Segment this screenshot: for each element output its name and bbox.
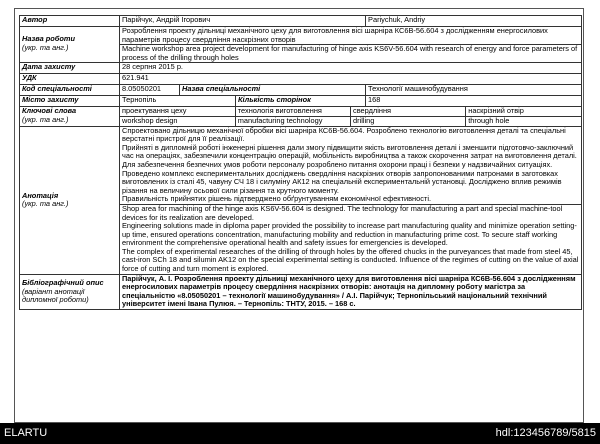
bibliography-text: Парійчук, А. І. Розроблення проекту дільниці механічного цеху для виготовлення вісі шарніра КС6В-56.604 з дослідженням енергосилових параметрів процесу свердління наскрізних отворів: анотація на дипломну роботу магістра за спеціальністю «8.05050201 – технології машинобудування» / А.І. Парійчук; Тернопільський національний технічний університет імені Івана Пулюя. – Тернопіль: ТНТУ, 2015. – 168 с. bbox=[120, 274, 582, 309]
keyword-en: drilling bbox=[351, 116, 466, 125]
annotation-ua-paragraph: Прийняті в дипломній роботі інженерні рішення дали змогу підвищити якість виготовлення деталі і зменшити підготовчо-заключний час на операціях, забезпечили концентрацію операцій, мобільність виробництва а також скорочення затрат на виготовлення деталі. Для забезпечення безпечних умов роботи персоналу розроблено питання охорони праці і безпеки у надзвичайних ситуаціях. bbox=[122, 142, 577, 169]
spec-name-label: Назва спеціальності bbox=[180, 85, 366, 96]
annotation-en bbox=[120, 205, 581, 274]
defense-date-label: Дата захисту bbox=[20, 63, 120, 74]
udc-value: 621.941 bbox=[120, 74, 582, 85]
keyword-ua: проектування цеху bbox=[120, 107, 235, 116]
defense-date-value: 28 серпня 2015 р. bbox=[120, 63, 582, 74]
keywords-cell bbox=[120, 107, 582, 126]
keywords-label-sub: (укр. та анг.) bbox=[22, 114, 69, 124]
keywords-label-cell bbox=[20, 107, 120, 126]
author-label: Автор bbox=[20, 16, 120, 27]
annotation-en-paragraph: Shop area for machining of the hinge axis KS6V-56.604 is designed. The technology for manufacturing a part and special machine-tool devices for its realization are developed. bbox=[122, 203, 563, 222]
footer-handle[interactable]: hdl:123456789/5815 bbox=[495, 427, 596, 439]
title-cell bbox=[120, 27, 582, 63]
keyword-ua: технологія виготовлення bbox=[235, 107, 350, 116]
keywords-label: Ключові слова bbox=[22, 106, 77, 116]
city-value: Тернопіль bbox=[120, 96, 236, 107]
keyword-en: workshop design bbox=[120, 116, 235, 125]
keyword-ua: свердління bbox=[351, 107, 466, 116]
annotation-cell bbox=[120, 126, 582, 274]
annotation-en-paragraph: The complex of experimental researches of the drilling of through holes by the offered chucks in the purveyances that made from steel 45, cast-iron SCh 18 and silumin AK12 on the special experimental setting is conducted. Influence of the regimes of cutting on the value of axial force of cutting and turn moment is explored. bbox=[122, 246, 579, 274]
spec-code-label: Код спеціальності bbox=[20, 85, 120, 96]
spec-name-value: Технології машинобудування bbox=[366, 85, 582, 96]
spec-code-value: 8.05050201 bbox=[120, 85, 180, 96]
title-label: Назва роботи bbox=[22, 34, 75, 43]
footer-bar bbox=[0, 423, 600, 444]
pages-value: 168 bbox=[366, 96, 582, 107]
annotation-en-paragraph: Engineering solutions made in diploma paper provided the possibility to increase part manufacturing quality and minimize operation setting-up time, ensured operations concentration, manufacturing mobility and reduction in manufacturing prime cost. To secure staff working environment the comprehensive operational health and safety issues for emergencies is developed. bbox=[122, 221, 577, 248]
title-label-cell bbox=[20, 27, 120, 63]
author-en: Pariychuk, Andriy bbox=[366, 16, 582, 27]
annotation-ua-paragraph: Проведено комплекс експериментальних досліджень свердління наскрізних отворів запропонованими патронами в заготовках виготовлених із сталі 45, чавуну СЧ 18 і силуміну АК12 на спеціальній експериментальній установці. Досліджено вплив режимів різання на величину осьової сили різання та крутного моменту. bbox=[122, 168, 562, 195]
bibliography-label: Бібліографічний опис bbox=[22, 277, 104, 287]
title-en: Machine workshop area project development for manufacturing of hinge axis KS6V-56.604 with research of energy and force parameters of process of the drilling through holes bbox=[122, 44, 578, 62]
bibliography-label-cell bbox=[20, 274, 120, 309]
pages-label: Кількість сторінок bbox=[236, 96, 366, 107]
bibliography-label-sub: (варіант анотації дипломної роботи) bbox=[22, 286, 89, 305]
document-page bbox=[14, 8, 584, 423]
annotation-label: Анотація bbox=[22, 190, 59, 200]
keyword-ua: наскрізний отвір bbox=[466, 107, 581, 116]
metadata-card bbox=[19, 15, 582, 310]
footer-repository-name: ELARTU bbox=[4, 427, 48, 439]
annotation-label-sub: (укр. та анг.) bbox=[22, 199, 69, 209]
udc-label: УДК bbox=[20, 74, 120, 85]
keywords-grid bbox=[120, 107, 581, 125]
keyword-en: through hole bbox=[466, 116, 581, 125]
author-ua: Парійчук, Андрій Ігорович bbox=[120, 16, 366, 27]
annotation-ua bbox=[120, 127, 581, 205]
title-label-sub: (укр. та анг.) bbox=[22, 42, 69, 52]
annotation-ua-paragraph: Правильність прийнятих рішень підтверджено обґрунтуванням економічної ефективності. bbox=[122, 194, 432, 204]
annotation-ua-paragraph: Спроектовано дільницю механічної обробки вісі шарніра КС6В-56.604. Розроблено технологію виготовлення деталі та спеціальні верстатні пристрої для її реалізації. bbox=[122, 126, 566, 144]
keyword-en: manufacturing technology bbox=[235, 116, 350, 125]
annotation-label-cell bbox=[20, 126, 120, 274]
city-label: Місто захисту bbox=[20, 96, 120, 107]
title-ua: Розроблення проекту дільниці механічного цеху для виготовлення вісі шарніра КС6В-56.604 з дослідженням енергосилових параметрів процесу свердління наскрізних отворів bbox=[120, 27, 581, 45]
